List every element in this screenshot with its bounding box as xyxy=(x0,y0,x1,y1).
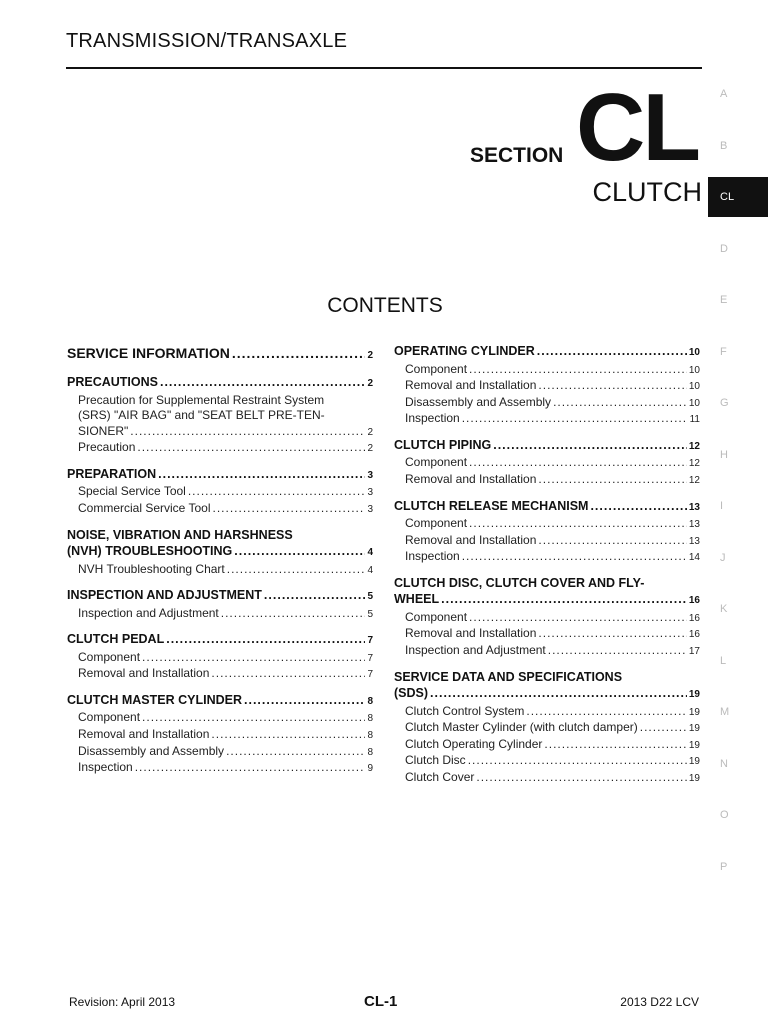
toc-entry[interactable] xyxy=(394,411,700,428)
toc-page-number: 3 xyxy=(367,487,373,499)
toc-group xyxy=(394,669,700,787)
toc-entry[interactable] xyxy=(67,710,373,727)
toc-entry-title: Removal and Installation xyxy=(405,532,537,547)
dot-leader xyxy=(441,591,687,608)
dot-leader xyxy=(130,424,365,440)
toc-group xyxy=(67,692,373,777)
toc-entry xyxy=(67,393,373,409)
section-tab-f[interactable]: F xyxy=(720,345,727,358)
toc-page-number: 19 xyxy=(688,739,700,751)
dot-leader xyxy=(227,562,366,578)
toc-page-number: 19 xyxy=(688,706,700,718)
toc-entry-title: (NVH) TROUBLESHOOTING xyxy=(67,544,233,559)
toc-heading xyxy=(394,669,700,686)
toc-page-number: 13 xyxy=(688,535,700,547)
toc-left-column xyxy=(67,344,373,786)
toc-entry[interactable] xyxy=(67,744,373,761)
toc-heading[interactable] xyxy=(67,374,373,393)
running-header: TRANSMISSION/TRANSAXLE xyxy=(66,30,348,52)
section-tab-a[interactable]: A xyxy=(720,88,728,100)
toc-entry[interactable] xyxy=(394,643,700,660)
toc-page-number: 8 xyxy=(367,695,373,707)
footer-page-number: CL-1 xyxy=(364,993,398,1010)
dot-leader xyxy=(538,378,686,394)
toc-entry[interactable] xyxy=(394,533,700,550)
dot-leader xyxy=(221,606,366,622)
toc-entry-title: Disassembly and Assembly xyxy=(78,743,225,758)
section-tab-i[interactable]: I xyxy=(720,500,724,512)
section-tab-b[interactable]: B xyxy=(720,139,728,152)
dot-leader xyxy=(213,501,366,517)
toc-heading[interactable] xyxy=(67,543,373,562)
toc-entry[interactable] xyxy=(394,737,700,754)
dot-leader xyxy=(160,374,365,391)
section-tab-g[interactable]: G xyxy=(720,397,729,409)
dot-leader xyxy=(469,610,687,626)
toc-page-number: 16 xyxy=(688,595,700,607)
toc-entry-title: Component xyxy=(78,710,141,725)
toc-heading xyxy=(67,527,373,544)
toc-page-number: 10 xyxy=(688,381,700,393)
toc-entry[interactable] xyxy=(67,484,373,501)
toc-page-number: 19 xyxy=(688,689,700,701)
toc-page-number: 5 xyxy=(367,608,373,620)
toc-entry-title: Commercial Service Tool xyxy=(78,500,211,515)
toc-page-number: 2 xyxy=(367,426,373,438)
toc-heading[interactable] xyxy=(67,692,373,711)
dot-leader xyxy=(142,650,365,666)
dot-leader xyxy=(553,395,687,411)
toc-group xyxy=(67,344,373,365)
toc-entry-title: INSPECTION AND ADJUSTMENT xyxy=(67,588,262,603)
dot-leader xyxy=(462,411,688,427)
section-tab-cl[interactable]: CL xyxy=(708,177,768,217)
dot-leader xyxy=(234,543,365,560)
toc-entry-title: WHEEL xyxy=(394,592,440,607)
toc-page-number: 3 xyxy=(367,503,373,515)
footer-revision: Revision: April 2013 xyxy=(69,995,176,1009)
toc-entry-title: CLUTCH DISC, CLUTCH COVER AND FLY- xyxy=(394,575,645,590)
toc-page-number: 17 xyxy=(688,646,700,658)
dot-leader xyxy=(211,666,365,682)
dot-leader xyxy=(137,440,365,456)
toc-page-number: 19 xyxy=(688,756,700,768)
toc-heading[interactable] xyxy=(67,466,373,485)
dot-leader xyxy=(538,626,686,642)
toc-entry-title: Component xyxy=(405,609,468,624)
toc-page-number: 11 xyxy=(689,414,700,426)
toc-page-number: 19 xyxy=(688,723,700,735)
dot-leader xyxy=(538,472,686,488)
toc-entry-title: CLUTCH MASTER CYLINDER xyxy=(67,692,242,707)
toc-page-number: 10 xyxy=(688,347,700,358)
toc-entry-title: SERVICE INFORMATION xyxy=(67,345,230,361)
toc-entry[interactable] xyxy=(67,424,373,441)
toc-group xyxy=(67,374,373,457)
dot-leader xyxy=(544,737,686,753)
toc-group xyxy=(67,527,373,579)
section-tab-p[interactable]: P xyxy=(720,860,728,873)
toc-entry-title: Inspection xyxy=(78,760,133,775)
toc-entry-title: (SRS) "AIR BAG" and "SEAT BELT PRE-TEN- xyxy=(78,408,325,423)
dot-leader xyxy=(211,727,365,743)
toc-entry-title: Inspection xyxy=(405,549,460,564)
section-tab-h[interactable]: H xyxy=(720,448,728,461)
toc-group xyxy=(67,631,373,683)
dot-leader xyxy=(469,362,687,378)
toc-entry-title: CLUTCH RELEASE MECHANISM xyxy=(394,498,589,513)
toc-page-number: 7 xyxy=(367,669,373,681)
toc-entry-title: Inspection xyxy=(405,411,460,426)
dot-leader xyxy=(493,437,687,454)
dot-leader xyxy=(430,685,687,702)
dot-leader xyxy=(462,549,687,565)
toc-entry[interactable] xyxy=(394,378,700,395)
toc-page-number: 5 xyxy=(367,591,373,603)
section-label: SECTION xyxy=(470,144,564,167)
toc-entry-title: Special Service Tool xyxy=(78,484,186,499)
dot-leader xyxy=(142,710,365,726)
toc-page-number: 2 xyxy=(367,350,373,361)
toc-entry-title: PRECAUTIONS xyxy=(67,375,158,389)
toc-entry-title: (SDS) xyxy=(394,686,429,701)
toc-page-number: 14 xyxy=(688,552,700,564)
section-tab-n[interactable]: N xyxy=(720,757,728,770)
toc-page-number: 13 xyxy=(688,501,700,513)
section-tab-d[interactable]: D xyxy=(720,242,728,255)
toc-entry[interactable] xyxy=(67,650,373,667)
toc-page-number: 12 xyxy=(688,440,700,452)
toc-page-number: 10 xyxy=(688,397,700,409)
dot-leader xyxy=(526,704,687,720)
toc-entry[interactable] xyxy=(394,720,700,737)
toc-entry-title: CLUTCH PEDAL xyxy=(67,632,165,647)
toc-entry[interactable] xyxy=(67,501,373,518)
toc-entry-title: Inspection and Adjustment xyxy=(405,643,546,658)
dot-leader xyxy=(640,720,687,736)
toc-entry-title: Component xyxy=(405,455,468,470)
toc-group xyxy=(394,437,700,489)
dot-leader xyxy=(469,516,687,532)
toc-entry-title: Clutch Operating Cylinder xyxy=(405,736,543,751)
toc-entry[interactable] xyxy=(394,516,700,533)
toc-heading[interactable] xyxy=(394,343,700,362)
toc-entry[interactable] xyxy=(394,626,700,643)
toc-page-number: 8 xyxy=(367,713,373,725)
toc-entry[interactable] xyxy=(394,549,700,566)
toc-page-number: 10 xyxy=(688,364,700,376)
toc-page-number: 16 xyxy=(688,629,700,641)
toc-entry[interactable] xyxy=(67,666,373,683)
toc-group xyxy=(394,575,700,660)
toc-entry-title: OPERATING CYLINDER xyxy=(394,344,535,358)
toc-page-number: 8 xyxy=(367,746,373,758)
toc-entry[interactable] xyxy=(394,610,700,627)
toc-entry-title: Removal and Installation xyxy=(78,727,210,742)
toc-entry-title: Disassembly and Assembly xyxy=(405,394,552,409)
dot-leader xyxy=(538,533,686,549)
dot-leader xyxy=(468,753,687,769)
toc-entry[interactable] xyxy=(394,770,700,787)
dot-leader xyxy=(537,343,687,360)
toc-page-number: 12 xyxy=(688,458,700,470)
toc-heading[interactable] xyxy=(67,587,373,606)
header-rule xyxy=(66,67,702,69)
dot-leader xyxy=(590,498,686,515)
toc-entry-title: PREPARATION xyxy=(67,466,157,481)
toc-entry-title: Clutch Master Cylinder (with clutch damper) xyxy=(405,720,638,735)
toc-entry[interactable] xyxy=(394,395,700,412)
toc-entry[interactable] xyxy=(394,362,700,379)
toc-page-number: 9 xyxy=(367,763,373,775)
dot-leader xyxy=(232,344,366,362)
toc-entry[interactable] xyxy=(67,440,373,457)
toc-entry-title: Precaution xyxy=(78,440,136,455)
footer-model: 2013 D22 LCV xyxy=(620,995,699,1009)
toc-entry-title: Inspection and Adjustment xyxy=(78,605,219,620)
section-tab-e[interactable]: E xyxy=(720,294,728,306)
toc-entry[interactable] xyxy=(67,562,373,579)
toc-entry-title: Component xyxy=(405,516,468,531)
toc-page-number: 2 xyxy=(367,378,373,389)
dot-leader xyxy=(469,455,687,471)
toc-entry-title: Precaution for Supplemental Restraint System xyxy=(78,392,325,407)
toc-page-number: 7 xyxy=(367,635,373,647)
toc-entry-title: Removal and Installation xyxy=(78,666,210,681)
contents-title: CONTENTS xyxy=(327,294,443,317)
toc-entry-title: Removal and Installation xyxy=(405,471,537,486)
toc-heading xyxy=(394,575,700,592)
toc-entry-title: Clutch Cover xyxy=(405,770,475,784)
toc-heading[interactable] xyxy=(67,631,373,650)
toc-entry-title: CLUTCH PIPING xyxy=(394,437,492,452)
dot-leader xyxy=(226,744,365,760)
dot-leader xyxy=(158,466,365,483)
toc-page-number: 12 xyxy=(688,474,700,486)
section-tab-l[interactable]: L xyxy=(720,654,727,667)
dot-leader xyxy=(135,760,366,776)
dot-leader xyxy=(188,484,366,500)
toc-entry[interactable] xyxy=(67,760,373,777)
toc-entry[interactable] xyxy=(394,455,700,472)
toc-heading[interactable] xyxy=(394,685,700,704)
toc-entry-title: NOISE, VIBRATION AND HARSHNESS xyxy=(67,527,293,542)
toc-entry[interactable] xyxy=(67,727,373,744)
dot-leader xyxy=(166,631,365,648)
section-name: CLUTCH xyxy=(592,177,702,207)
toc-entry[interactable] xyxy=(67,606,373,623)
dot-leader xyxy=(476,770,687,786)
section-tab-o[interactable]: O xyxy=(720,809,729,821)
toc-entry-title: SERVICE DATA AND SPECIFICATIONS xyxy=(394,669,623,684)
toc-entry-title: SIONER" xyxy=(78,423,129,438)
section-code: CL xyxy=(576,74,698,181)
section-tab-j[interactable]: J xyxy=(720,551,726,564)
section-tab-m[interactable]: M xyxy=(720,706,730,718)
toc-page-number: 16 xyxy=(688,612,700,624)
toc-group xyxy=(67,587,373,622)
toc-group xyxy=(394,498,700,566)
toc-entry[interactable] xyxy=(394,472,700,489)
toc-heading[interactable] xyxy=(394,591,700,610)
dot-leader xyxy=(244,692,365,709)
toc-entry xyxy=(67,408,373,424)
toc-entry-title: Clutch Control System xyxy=(405,703,525,718)
toc-page-number: 8 xyxy=(367,730,373,742)
toc-page-number: 7 xyxy=(367,652,373,664)
toc-heading[interactable] xyxy=(394,437,700,456)
toc-page-number: 4 xyxy=(367,547,373,559)
toc-heading[interactable] xyxy=(67,344,373,365)
toc-page-number: 3 xyxy=(367,469,373,481)
toc-entry-title: Removal and Installation xyxy=(405,378,537,393)
toc-group xyxy=(394,343,700,428)
toc-entry-title: NVH Troubleshooting Chart xyxy=(78,561,225,576)
toc-page-number: 13 xyxy=(688,519,700,531)
toc-heading[interactable] xyxy=(394,498,700,517)
toc-entry-title: Removal and Installation xyxy=(405,626,537,641)
toc-entry-title: Component xyxy=(78,649,141,664)
toc-entry-title: Clutch Disc xyxy=(405,753,466,768)
toc-page-number: 2 xyxy=(367,443,373,455)
toc-entry[interactable] xyxy=(394,753,700,770)
section-tab-k[interactable]: K xyxy=(720,603,728,615)
toc-entry-title: Component xyxy=(405,361,468,376)
dot-leader xyxy=(548,643,687,659)
toc-entry[interactable] xyxy=(394,704,700,721)
dot-leader xyxy=(264,587,366,604)
toc-page-number: 4 xyxy=(367,564,373,576)
toc-page-number: 19 xyxy=(688,773,700,784)
toc-group xyxy=(67,466,373,518)
toc-right-column xyxy=(394,343,700,796)
